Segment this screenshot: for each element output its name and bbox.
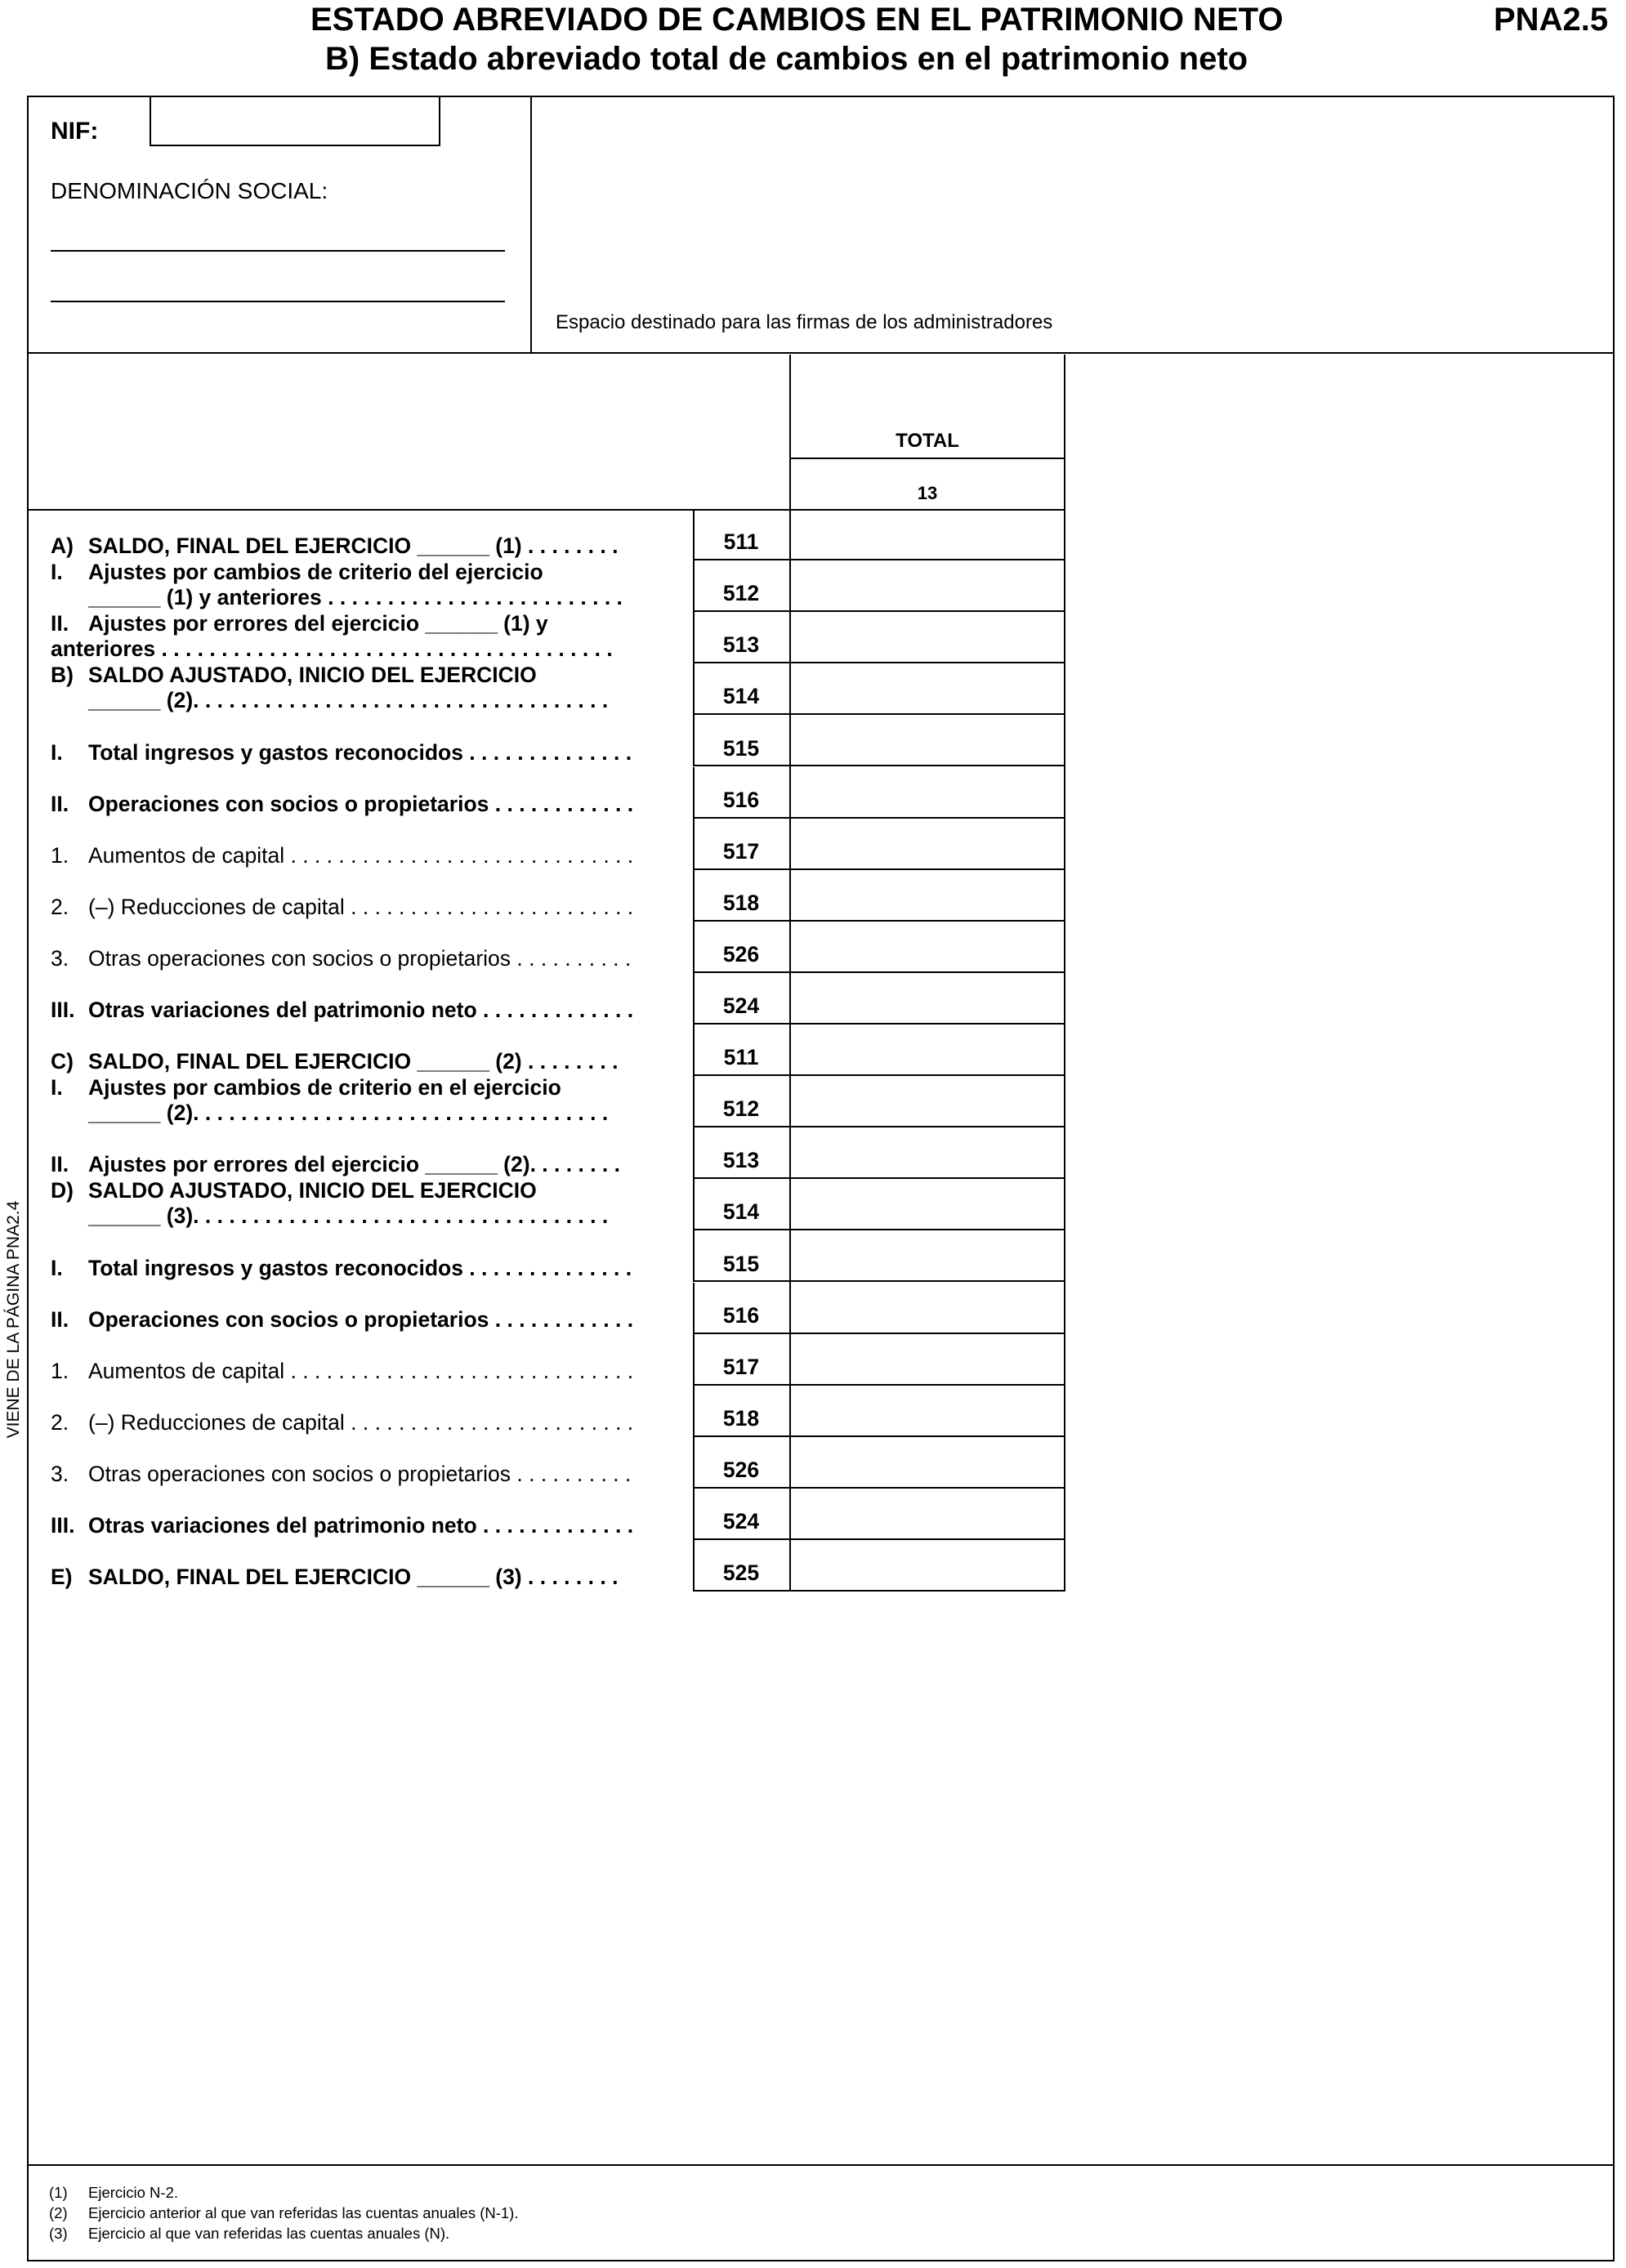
total-value-cell[interactable] [789,1283,1065,1334]
row-label: Ajustes por errores del ejercicio ______ (1) y [88,611,548,636]
total-value-cell[interactable] [789,1127,1065,1179]
footnote-text: Ejercicio N-2. [88,2184,178,2201]
total-value-cell[interactable] [789,663,1065,715]
footnote-mark: (3) [49,2225,68,2242]
row-label: Aumentos de capital . . . . . . . . . . . . . . . . . . . . . . . . . . . . . [88,1358,634,1383]
total-value-cell[interactable] [789,973,1065,1025]
total-value-cell[interactable] [789,870,1065,922]
row-code: 515 [722,735,760,761]
form-code: PNA2.5 [1494,2,1609,38]
row-code: 511 [723,529,759,555]
row-label: Ajustes por cambios de criterio en el ejercicio [88,1075,561,1101]
total-header-label: TOTAL [896,430,959,452]
page-subtitle: B) Estado abreviado total de cambios en el patrimonio neto [325,41,1249,77]
row-number: II. [51,611,69,636]
footnote [49,2183,178,2203]
nif-field[interactable] [150,96,440,146]
total-column-code: 13 [917,483,938,503]
row-code: 514 [722,684,760,709]
row-number: E) [51,1565,73,1590]
total-value-cell[interactable] [789,1230,1065,1282]
row-code: 525 [722,1560,760,1586]
row-label: Aumentos de capital . . . . . . . . . . . . . . . . . . . . . . . . . . . . . [88,842,634,868]
row-number: D) [51,1178,74,1203]
signature-note: Espacio destinado para las firmas de los administradores [556,311,1053,333]
row-code: 524 [722,993,760,1018]
footnote-text: Ejercicio al que van referidas las cuentas anuales (N). [88,2225,450,2242]
row-code: 526 [722,941,760,967]
footnote [49,2203,518,2223]
row-number: 3. [51,1461,69,1486]
row-label: Operaciones con socios o propietarios . . . . . . . . . . . . [88,791,634,816]
row-number: B) [51,663,74,688]
row-code: 516 [722,787,760,812]
row-number: 2. [51,1409,69,1435]
row-code: 517 [722,838,760,864]
row-code: 513 [722,632,760,658]
row-label: ______ (2). . . . . . . . . . . . . . . . . . . . . . . . . . . . . . . . . . . [88,1101,609,1126]
row-number: I. [51,560,63,585]
total-value-cell[interactable] [789,922,1065,973]
total-value-cell[interactable] [789,1489,1065,1540]
page-title: ESTADO ABREVIADO DE CAMBIOS EN EL PATRIMONIO NETO [310,2,1284,38]
row-label: Total ingresos y gastos reconocidos . . . . . . . . . . . . . . [88,739,632,765]
row-number: 1. [51,1358,69,1383]
row-number: II. [51,1306,69,1332]
row-code: 513 [722,1148,760,1173]
nif-label: NIF: [51,118,99,145]
row-number: III. [51,1513,75,1538]
row-number: I. [51,1075,63,1101]
row-label: anteriores . . . . . . . . . . . . . . . . . . . . . . . . . . . . . . . . . . . . . . [51,636,613,662]
row-label: ______ (3). . . . . . . . . . . . . . . . . . . . . . . . . . . . . . . . . . . [88,1203,609,1229]
row-label: Ajustes por errores del ejercicio ______ (2). . . . . . . . [88,1152,621,1177]
row-code: 526 [722,1457,760,1482]
row-label: Ajustes por cambios de criterio del ejercicio [88,560,543,585]
total-value-cell[interactable] [789,1540,1065,1592]
row-code: 512 [722,581,760,606]
row-number: I. [51,739,63,765]
footnote-text: Ejercicio anterior al que van referidas las cuentas anuales (N-1). [88,2204,519,2221]
total-value-cell[interactable] [789,560,1065,612]
denominacion-label: DENOMINACIÓN SOCIAL: [51,178,328,203]
row-label: ______ (2). . . . . . . . . . . . . . . . . . . . . . . . . . . . . . . . . . . [88,688,609,713]
row-number: 1. [51,842,69,868]
row-code: 514 [722,1199,760,1225]
footnote-mark: (2) [49,2204,68,2221]
total-value-cell[interactable] [789,612,1065,663]
row-code: 518 [722,1405,760,1431]
total-value-cell[interactable] [789,1334,1065,1386]
footnote [49,2224,449,2243]
row-label: SALDO AJUSTADO, INICIO DEL EJERCICIO [88,1178,537,1203]
row-code: 511 [723,1045,759,1070]
row-number: II. [51,791,69,816]
row-label: Operaciones con socios o propietarios . . . . . . . . . . . . [88,1306,634,1332]
row-label: (–) Reducciones de capital . . . . . . . . . . . . . . . . . . . . . . . . [88,894,634,919]
side-note: VIENE DE LA PÁGINA PNA2.4 [4,1200,23,1439]
row-number: III. [51,998,75,1022]
row-label: SALDO, FINAL DEL EJERCICIO ______ (2) . . . . . . . . [88,1049,619,1074]
row-label: SALDO, FINAL DEL EJERCICIO ______ (1) . . . . . . . . [88,534,619,559]
denominacion-line-2[interactable] [51,301,505,302]
total-value-cell[interactable] [789,715,1065,766]
row-label: Otras variaciones del patrimonio neto . . . . . . . . . . . . . [88,1513,634,1538]
row-code: 524 [722,1509,760,1534]
denominacion-line-1[interactable] [51,250,505,252]
total-value-cell[interactable] [789,1076,1065,1127]
total-value-cell[interactable] [789,1437,1065,1489]
row-number: II. [51,1152,69,1177]
row-number: 2. [51,894,69,919]
total-value-cell[interactable] [789,1386,1065,1437]
total-value-cell[interactable] [789,509,1065,560]
row-number: C) [51,1049,74,1074]
row-label: SALDO AJUSTADO, INICIO DEL EJERCICIO [88,663,537,688]
row-label: Otras operaciones con socios o propietarios . . . . . . . . . . [88,1461,632,1486]
row-code: 515 [722,1251,760,1276]
total-value-cell[interactable] [789,1025,1065,1076]
row-number: 3. [51,945,69,971]
row-code: 516 [722,1302,760,1328]
row-number: I. [51,1255,63,1280]
row-number: A) [51,534,74,559]
total-value-cell[interactable] [789,819,1065,870]
row-code: 517 [722,1354,760,1379]
footnote-mark: (1) [49,2184,68,2201]
total-value-cell[interactable] [789,767,1065,819]
row-label: Otras operaciones con socios o propietarios . . . . . . . . . . [88,945,632,971]
row-label: SALDO, FINAL DEL EJERCICIO ______ (3) . . . . . . . . [88,1565,619,1590]
row-code: 518 [722,890,760,915]
row-code: 512 [722,1096,760,1122]
row-label: Total ingresos y gastos reconocidos . . . . . . . . . . . . . . [88,1255,632,1280]
total-value-cell[interactable] [789,1179,1065,1230]
row-label: Otras variaciones del patrimonio neto . . . . . . . . . . . . . [88,998,634,1022]
row-label: ______ (1) y anteriores . . . . . . . . . . . . . . . . . . . . . . . . . [88,585,623,610]
row-label: (–) Reducciones de capital . . . . . . . . . . . . . . . . . . . . . . . . [88,1409,634,1435]
